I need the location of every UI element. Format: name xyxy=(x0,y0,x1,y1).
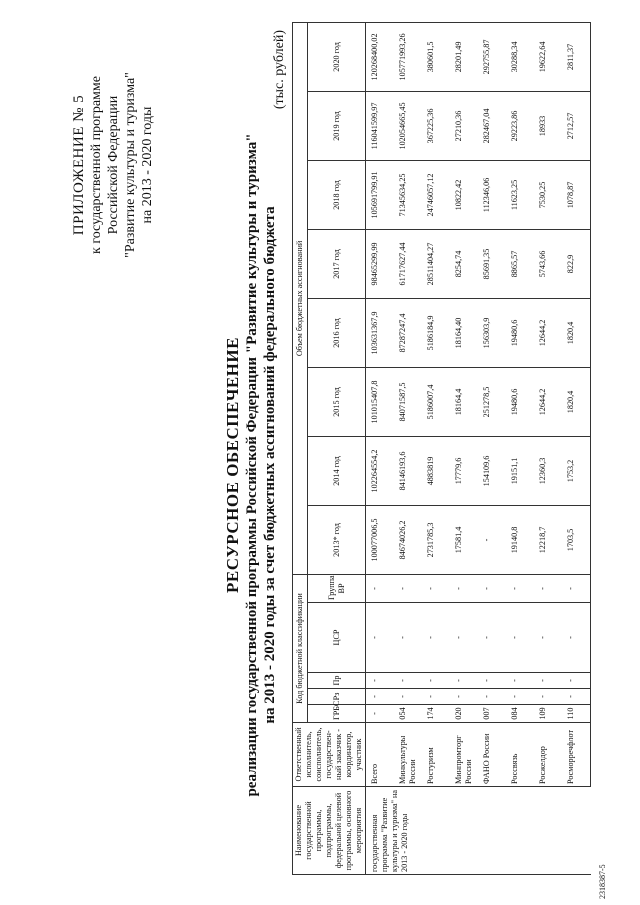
amount-cell: 5186184,9 xyxy=(422,298,450,367)
executor-cell: ФАНО России xyxy=(478,723,506,787)
amount-cell: 7530,25 xyxy=(534,160,562,229)
amount-cell: 105771993,26 xyxy=(394,22,422,91)
grbs-cell: 110 xyxy=(562,705,591,723)
amount-cell: 19480,6 xyxy=(506,367,534,436)
csr-cell: - xyxy=(506,603,534,673)
header-rz: Рз xyxy=(308,689,366,705)
amount-cell: 28201,49 xyxy=(450,22,478,91)
amount-cell: 30288,34 xyxy=(506,22,534,91)
amount-cell: 103631367,9 xyxy=(366,298,395,367)
executor-cell: Всего xyxy=(366,723,395,787)
grbs-cell: 007 xyxy=(478,705,506,723)
grbs-cell: 020 xyxy=(450,705,478,723)
pr-cell: - xyxy=(450,673,478,689)
amount-cell: 71345634,25 xyxy=(394,160,422,229)
amount-cell: 102054665,45 xyxy=(394,91,422,160)
csr-cell: - xyxy=(478,603,506,673)
csr-cell: - xyxy=(450,603,478,673)
csr-cell: - xyxy=(422,603,450,673)
rz-cell: - xyxy=(478,689,506,705)
table-row xyxy=(422,22,450,874)
csr-cell: - xyxy=(394,603,422,673)
amount-cell: 84674026,2 xyxy=(394,505,422,574)
amount-cell: 11623,25 xyxy=(506,160,534,229)
amount-cell: 85691,35 xyxy=(478,229,506,298)
amount-cell: 102264554,2 xyxy=(366,436,395,505)
header-year: 2017 год xyxy=(308,229,366,298)
amount-cell: 112346,06 xyxy=(478,160,506,229)
header-year: 2019 год xyxy=(308,91,366,160)
amount-cell: 17779,6 xyxy=(450,436,478,505)
header-pr: Пр xyxy=(308,673,366,689)
executor-cell: Минпромторг России xyxy=(450,723,478,787)
amount-cell: 101015407,8 xyxy=(366,367,395,436)
amount-cell: 1820,4 xyxy=(562,298,591,367)
executor-cell: Росжелдор xyxy=(534,723,562,787)
executor-cell: Росморречфлот xyxy=(562,723,591,787)
amount-cell: 120268400,02 xyxy=(366,22,395,91)
amount-cell: 29223,86 xyxy=(506,91,534,160)
table-row xyxy=(478,22,506,874)
document-title: РЕСУРСНОЕ ОБЕСПЕЧЕНИЕ xyxy=(223,337,242,593)
document-subtitle: реализации государственной программы Российской Федерации "Развитие культуры и туризма" xyxy=(244,133,260,797)
document-subtitle: на 2013 - 2020 годы за счет бюджетных ассигнований федерального бюджета xyxy=(262,206,278,724)
amount-cell: 10822,42 xyxy=(450,160,478,229)
rz-cell: - xyxy=(394,689,422,705)
rz-cell: - xyxy=(450,689,478,705)
grbs-cell: - xyxy=(366,705,395,723)
header-year: 2014 год xyxy=(308,436,366,505)
header-year: 2013* год xyxy=(308,505,366,574)
appendix-line: Российской Федерации xyxy=(106,95,121,235)
program-name-cell: государственная программа "Развитие культуры и туризма" на 2013 - 2020 годы xyxy=(366,787,591,875)
amount-cell: 19622,64 xyxy=(534,22,562,91)
header-year: 2020 год xyxy=(308,22,366,91)
header-volume: Объем бюджетных ассигнований xyxy=(293,22,308,574)
csr-cell: - xyxy=(366,603,395,673)
csr-cell: - xyxy=(534,603,562,673)
appendix-line: к государственной программе xyxy=(89,76,104,254)
amount-cell: 12218,7 xyxy=(534,505,562,574)
table-row xyxy=(450,22,478,874)
appendix-title: ПРИЛОЖЕНИЕ № 5 xyxy=(71,94,87,236)
grbs-cell: 109 xyxy=(534,705,562,723)
amount-cell: 2811,37 xyxy=(562,22,591,91)
amount-cell: 105691799,91 xyxy=(366,160,395,229)
amount-cell: 116041599,97 xyxy=(366,91,395,160)
document-code: 2318387-5 xyxy=(598,864,607,899)
amount-cell: 18164,4 xyxy=(450,367,478,436)
vr-cell: - xyxy=(450,574,478,602)
rz-cell: - xyxy=(366,689,395,705)
header-year: 2015 год xyxy=(308,367,366,436)
amount-cell: 1703,5 xyxy=(562,505,591,574)
rz-cell: - xyxy=(422,689,450,705)
amount-cell: 154109,6 xyxy=(478,436,506,505)
amount-cell: 27210,36 xyxy=(450,91,478,160)
pr-cell: - xyxy=(506,673,534,689)
header-program-name: Наименование государственной программы, подпрограммы, федеральной целевой программы, основного мероприятия xyxy=(293,787,366,875)
appendix-line: на 2013 - 2020 годы xyxy=(140,106,155,224)
appendix-header xyxy=(70,65,156,265)
grbs-cell: 084 xyxy=(506,705,534,723)
amount-cell: 292755,87 xyxy=(478,22,506,91)
amount-cell: 5186007,4 xyxy=(422,367,450,436)
amount-cell: - xyxy=(478,505,506,574)
pr-cell: - xyxy=(562,673,591,689)
vr-cell: - xyxy=(506,574,534,602)
amount-cell: 2731785,3 xyxy=(422,505,450,574)
grbs-cell: 174 xyxy=(422,705,450,723)
amount-cell: 19151,1 xyxy=(506,436,534,505)
header-vr: Группа ВР xyxy=(308,574,366,602)
amount-cell: 282467,04 xyxy=(478,91,506,160)
amount-cell: 100077006,5 xyxy=(366,505,395,574)
table-row xyxy=(394,22,422,874)
amount-cell: 87287247,4 xyxy=(394,298,422,367)
table-row xyxy=(534,22,562,874)
pr-cell: - xyxy=(478,673,506,689)
csr-cell: - xyxy=(562,603,591,673)
amount-cell: 8865,57 xyxy=(506,229,534,298)
amount-cell: 12644,2 xyxy=(534,367,562,436)
executor-cell: Минкультуры России xyxy=(394,723,422,787)
table-row xyxy=(562,22,591,874)
header-year: 2018 год xyxy=(308,160,366,229)
amount-cell: 12644,2 xyxy=(534,298,562,367)
header-executor: Ответственный исполнитель, соисполнитель, государствен-ный заказчик - координатор, участник xyxy=(293,723,366,787)
amount-cell: 1078,87 xyxy=(562,160,591,229)
amount-cell: 18933 xyxy=(534,91,562,160)
amount-cell: 251278,5 xyxy=(478,367,506,436)
amount-cell: 822,9 xyxy=(562,229,591,298)
header-classification: Код бюджетной классификации xyxy=(293,574,308,722)
rz-cell: - xyxy=(562,689,591,705)
appendix-line: "Развитие культуры и туризма" xyxy=(123,72,138,258)
header-year: 2016 год xyxy=(308,298,366,367)
vr-cell: - xyxy=(478,574,506,602)
header-grbs: ГРБС xyxy=(308,705,366,723)
vr-cell: - xyxy=(534,574,562,602)
rz-cell: - xyxy=(534,689,562,705)
vr-cell: - xyxy=(562,574,591,602)
amount-cell: 1820,4 xyxy=(562,367,591,436)
amount-cell: 2712,57 xyxy=(562,91,591,160)
amount-cell: 5743,66 xyxy=(534,229,562,298)
amount-cell: 367225,36 xyxy=(422,91,450,160)
amount-cell: 12360,3 xyxy=(534,436,562,505)
amount-cell: 19140,8 xyxy=(506,505,534,574)
executor-cell: Ростуризм xyxy=(422,723,450,787)
table-row xyxy=(506,22,534,874)
pr-cell: - xyxy=(394,673,422,689)
pr-cell: - xyxy=(534,673,562,689)
document-heading xyxy=(222,105,279,825)
amount-cell: 380601,5 xyxy=(422,22,450,91)
resource-table xyxy=(292,22,591,875)
amount-cell: 61717627,44 xyxy=(394,229,422,298)
amount-cell: 28511404,27 xyxy=(422,229,450,298)
amount-cell: 1753,2 xyxy=(562,436,591,505)
amount-cell: 24746057,12 xyxy=(422,160,450,229)
amount-cell: 98465299,99 xyxy=(366,229,395,298)
table-row xyxy=(366,22,395,874)
amount-cell: 17581,4 xyxy=(450,505,478,574)
amount-cell: 19480,6 xyxy=(506,298,534,367)
rz-cell: - xyxy=(506,689,534,705)
amount-cell: 8254,74 xyxy=(450,229,478,298)
units-label: (тыс. рублей) xyxy=(272,30,287,110)
grbs-cell: 054 xyxy=(394,705,422,723)
table-body xyxy=(366,22,591,874)
amount-cell: 18164,40 xyxy=(450,298,478,367)
amount-cell: 84146193,6 xyxy=(394,436,422,505)
vr-cell: - xyxy=(394,574,422,602)
vr-cell: - xyxy=(422,574,450,602)
pr-cell: - xyxy=(366,673,395,689)
executor-cell: Россвязь xyxy=(506,723,534,787)
vr-cell: - xyxy=(366,574,395,602)
amount-cell: 156303,9 xyxy=(478,298,506,367)
amount-cell: 84071587,5 xyxy=(394,367,422,436)
pr-cell: - xyxy=(422,673,450,689)
header-csr: ЦСР xyxy=(308,603,366,673)
amount-cell: 4883819 xyxy=(422,436,450,505)
